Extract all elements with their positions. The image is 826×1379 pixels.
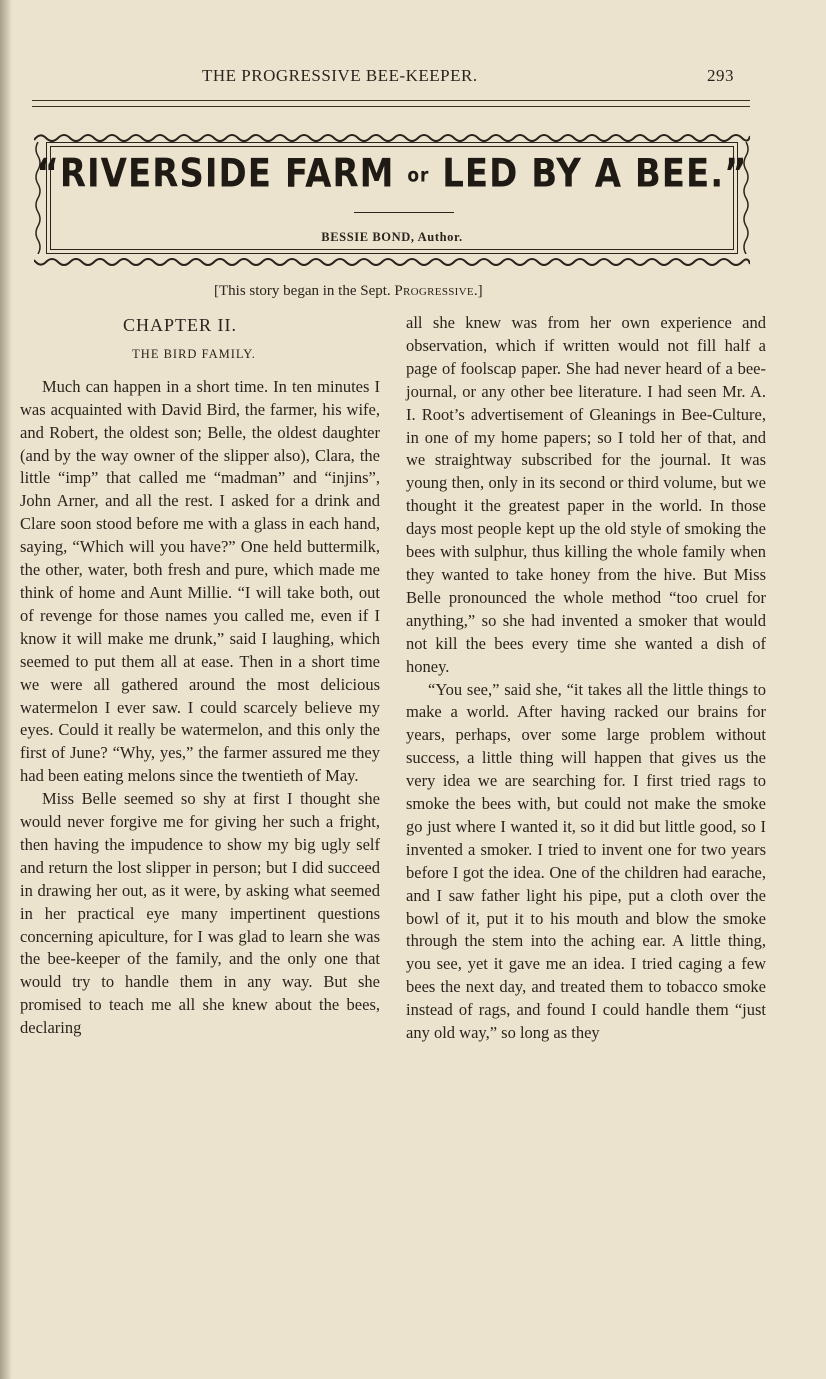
byline: BESSIE BOND, Author.	[321, 230, 463, 244]
running-head	[30, 66, 750, 92]
note-prefix: [This story began in the Sept.	[214, 283, 395, 299]
wavy-border-top	[34, 132, 750, 142]
feature-title-box	[34, 132, 750, 266]
page-spine-shadow	[0, 0, 12, 1379]
paragraph: “You see,” said she, “it takes all the little things to make a world. After having racked our brains for years, perhaps, over some large problem without success, a little thing will happen that gives us the very idea we are searching for. I first tried rags to smoke the bees with, but could not make the smoke go just where I wanted it, so it did but little good, so I invented a smoker. I tried to invent one for two years before I got the idea. One of the children had earache, and I saw father light his pipe, put a cloth over the bowl of it, put it to his mouth and blow the smoke through the stem into the aching ear. A little thing, you see, yet it gave me an idea. I tried caging a few bees the next day, and treated them to tobacco smoke instead of rags, and found I could handle them “just any old way,” so long as they	[406, 679, 766, 1043]
paragraph: all she knew was from her own experience and observation, which if written would not fill half a page of foolscap paper. She had never heard of a bee-journal, or any other bee literature. I had seen Mr. A. I. Root’s advertisement of Gleanings in Bee-Culture, in one of my home papers; so I told her of that, and we straightway subscribed for the journal. It was young then, only in its second or third volume, but we thought it the greatest paper in the world. In those days most people kept up the old style of smoking the bees with sulphur, thus killing the whole family when they wanted to take honey from the hive. But Miss Belle pronounced the whole method “too cruel for anything,” so she had invented a smoker that would not kill the bees every time she wanted a dish of honey.	[406, 313, 766, 676]
title-part-1: “RIVERSIDE FARM	[36, 151, 395, 197]
note-magazine: Progressive	[394, 283, 474, 299]
header-rule-top	[32, 100, 750, 101]
feature-title	[34, 151, 750, 197]
paragraph: Much can happen in a short time. In ten minutes I was acquainted with David Bird, the farmer, his wife, and Robert, the oldest son; Belle, the oldest daughter (and by the way owner of the slipper also), Clara, the little “imp” that called me “madman” and “injins”, John Arner, and all the rest. I asked for a drink and Clare soon stood before me with a glass in each hand, saying, “Which will you have?” One held buttermilk, the other, water, both fresh and pure, which made me think of home and Aunt Millie. “I will take both, out of revenge for those names you called me, even if I know it will make me drunk,” said I laughing, which seemed to put them all at ease. Then in a short time we were all gathered around the most delicious watermelon I ever saw. I could scarcely believe my eyes. Could it really be watermelon, and this only the first of June? “Why, yes,” the farmer assured me they had been eating melons since the twentieth of May.	[20, 376, 380, 786]
right-column	[406, 312, 766, 1045]
section-heading: THE BIRD FAMILY.	[132, 346, 256, 361]
title-part-2: LED BY A BEE.”	[442, 151, 748, 197]
running-title: THE PROGRESSIVE BEE-KEEPER.	[202, 66, 478, 85]
title-of: or	[407, 164, 430, 188]
chapter-heading: CHAPTER II.	[123, 315, 237, 335]
wavy-border-bottom	[34, 258, 750, 268]
note-suffix: .]	[473, 283, 483, 299]
paragraph: Miss Belle seemed so shy at first I thought she would never forgive me for giving her such a fright, then having the impudence to show my big ugly self and return the lost slipper in person; but I did succeed in drawing her out, as it were, by asking what seemed in her practical eye many impertinent questions concerning apiculture, for I was glad to learn she was the bee-keeper of the family, and the only one that would try to handle them in any way. But she promised to teach me all she knew about the bees, declaring	[20, 789, 380, 1038]
story-note	[214, 283, 483, 300]
title-divider	[354, 212, 454, 213]
page-number: 293	[707, 66, 734, 85]
left-column	[20, 312, 380, 1040]
header-rule-bottom	[32, 106, 750, 107]
